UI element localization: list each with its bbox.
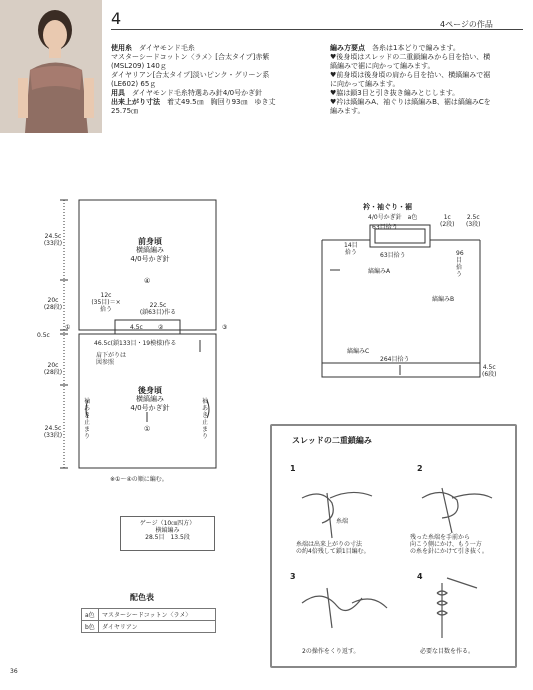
size-label: 出来上がり寸法 <box>111 98 160 106</box>
front-hook: 4/0号かぎ針 <box>130 255 170 263</box>
size-text-2: 25.75㎝ <box>111 107 139 115</box>
trim-c2-rows: (3段) <box>466 221 481 228</box>
color-table <box>81 608 216 633</box>
trim-pattern-c: 縞編みC <box>347 348 370 355</box>
color-key: a色 <box>82 609 99 621</box>
shoulder-note-2: 図参照 <box>96 359 115 366</box>
page-reference: 4ページの作品 <box>440 20 493 29</box>
trim-pattern-b: 縞編みB <box>432 296 455 303</box>
model-photo <box>0 0 102 133</box>
method-line-1: ♥後身頃はスレッドの二重鎖編みから目を拾い、横 <box>330 53 491 61</box>
back-title: 後身頃 <box>138 386 162 395</box>
trim-right-96: 96目拾う <box>456 250 464 278</box>
neck-measure: 22.5c <box>149 302 167 309</box>
back-order: ① <box>144 425 151 433</box>
color-key: b色 <box>82 621 99 633</box>
step2-text-1: 残った糸端を手前から <box>410 534 471 541</box>
shoulder-order: ② <box>158 324 164 331</box>
color-value: ダイヤリアン <box>99 621 216 633</box>
step3-text: 2の操作をくり返す。 <box>302 648 360 655</box>
left-bot-rows: (33段) <box>43 432 63 439</box>
trim-mid: 63目拾う <box>380 252 406 259</box>
method-title: 編み方要点 <box>330 44 365 52</box>
method-block <box>330 44 530 116</box>
left-top-measure: 24.5c <box>44 233 62 240</box>
thread-title: スレッドの二重鎖編み <box>292 436 372 445</box>
front-title: 前身頃 <box>138 237 162 246</box>
trim-left-14-pick: 拾う <box>344 249 357 256</box>
shoulder-note-1: 肩下がりは <box>96 352 127 359</box>
left-mid2-measure: 20c <box>47 362 59 369</box>
materials-block <box>111 44 321 116</box>
method-line-2: 縞編みで裾に向かって編みます。 <box>330 62 435 70</box>
front-pattern: 横縞編み <box>136 246 164 254</box>
step-1: 1 <box>290 464 296 473</box>
materials-title: 使用糸 <box>111 44 132 52</box>
materials-line-2: (MSL209) 140ｇ <box>111 62 167 70</box>
method-line-4: に向かって編みます。 <box>330 80 400 88</box>
left-mid-rows: (28段) <box>43 304 63 311</box>
step4-text: 必要な目数を作る。 <box>420 648 475 655</box>
step2-text-2: 向こう側にかけ、もう一方 <box>410 541 482 548</box>
size-text: 着丈49.5㎝ 胸回り93㎝ ゆき丈 <box>167 98 276 106</box>
trim-c1-rows: (2段) <box>440 221 455 228</box>
thread-illustrations <box>292 478 502 648</box>
step1-text-1: 糸端は出来上がりの寸法 <box>296 541 363 548</box>
materials-line-0: ダイヤモンド毛糸 <box>139 44 195 52</box>
trim-sub: 4/0号かぎ針 a色 <box>368 214 418 221</box>
front-order: ④ <box>144 277 151 285</box>
left-mid-measure: 20c <box>47 297 59 304</box>
color-value: マスターシードコットン〈ラメ〉 <box>99 609 216 621</box>
trim-title: 衿・袖ぐり・裾 <box>363 203 412 211</box>
trim-c3-rows: (6段) <box>482 371 497 378</box>
method-line-7: 編みます。 <box>330 107 365 115</box>
tools-label: 用具 <box>111 89 125 97</box>
left-top-rows: (33段) <box>43 240 63 247</box>
step-4: 4 <box>417 572 423 581</box>
chain-note: 46.5c(鎖133目・19模様)作る <box>94 340 177 347</box>
table-row <box>82 621 216 633</box>
step2-text-3: の糸を針にかけて引き抜く。 <box>410 548 488 555</box>
step1-text-2: の約4倍残して鎖1目編む。 <box>296 548 370 555</box>
left-pick-2: (35目)＝× <box>91 299 121 306</box>
trim-c2: 2.5c <box>466 214 480 221</box>
method-line-6: ♥衿は縞編みA、袖ぐりは縞編みB、裾は縞編みCを <box>330 98 491 106</box>
pattern-number: 4 <box>111 9 122 28</box>
thread-chain-box <box>270 424 517 668</box>
trim-bottom: 264目拾う <box>380 356 410 363</box>
trim-left-14: 14目 <box>344 242 358 249</box>
gauge-box <box>120 516 215 551</box>
back-hook: 4/0号かぎ針 <box>130 404 170 412</box>
tools-text: ダイヤモンド毛糸特選あみ針4/0号かぎ針 <box>132 89 263 97</box>
side-left-note: 袖あき止まり <box>84 398 91 440</box>
order-mark-1: ① <box>65 324 71 331</box>
gauge-pattern: 横縞編み <box>155 527 180 534</box>
thread-end-label: 糸端 <box>336 518 349 525</box>
left-bot-measure: 24.5c <box>44 425 62 432</box>
trim-pattern-a: 縞編みA <box>368 268 391 275</box>
materials-line-1: マスターシードコットン〈ラメ〉[合太タイプ]赤紫 <box>111 53 270 61</box>
order-mark-3: ③ <box>222 324 228 331</box>
step-3: 3 <box>290 572 296 581</box>
trim-top: 63目拾う <box>372 224 398 231</box>
trim-schematic-lines <box>310 215 510 390</box>
order-note: ※①〜④の順に編む。 <box>110 476 168 483</box>
materials-line-3: ダイヤリアン[合太タイプ]淡いピンク・グリーン系 <box>111 71 270 79</box>
method-line-5: ♥脇は鎖3目と引き抜き編みとじします。 <box>330 89 460 97</box>
method-line-0: 各糸は1本どりで編みます。 <box>372 44 460 52</box>
left-pick-3: 拾う <box>99 306 112 313</box>
method-line-3: ♥前身頃は後身頃の肩から目を拾い、横縞編みで裾 <box>330 71 491 79</box>
gauge-title: ゲージ（10㎝四方） <box>139 520 196 527</box>
step-2: 2 <box>417 464 423 473</box>
neck-chain: (鎖63目)作る <box>139 309 177 316</box>
table-row <box>82 609 216 621</box>
gauge-values: 28.5目 13.5段 <box>145 534 190 541</box>
color-table-title: 配色表 <box>130 593 154 602</box>
left-pick: 12c <box>100 292 112 299</box>
left-mid2-rows: (28段) <box>43 369 63 376</box>
page-number: 36 <box>10 668 18 675</box>
materials-line-4: (LE602) 65ｇ <box>111 80 157 88</box>
back-pattern: 横縞編み <box>136 395 164 403</box>
left-small-measure: 0.5c <box>37 332 50 339</box>
trim-c1: 1c <box>443 214 451 221</box>
side-right-note: 袖あき止まり <box>202 398 209 440</box>
shoulder-measure: 4.5c <box>130 324 143 331</box>
trim-c3: 4.5c <box>482 364 496 371</box>
